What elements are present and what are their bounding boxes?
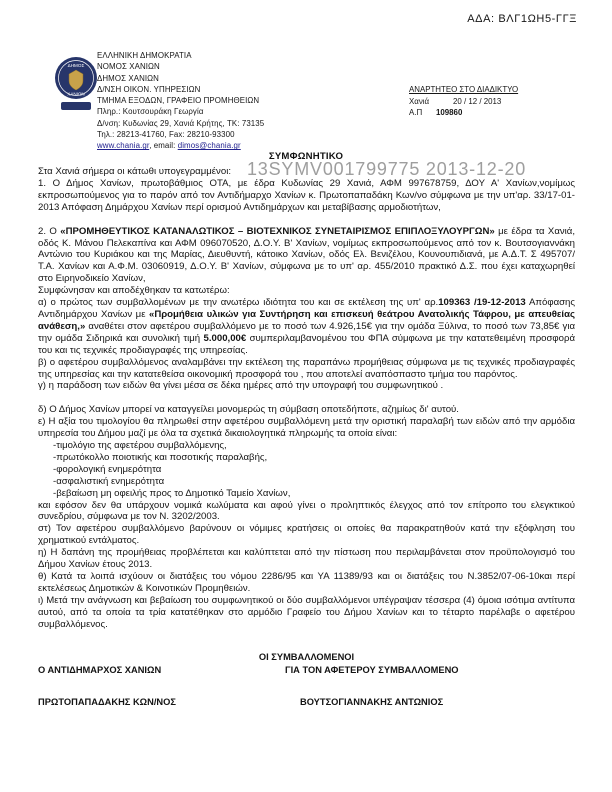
paragraph: -τιμολόγιο της αφετέρου συμβαλλόμενης, <box>53 440 227 452</box>
agency-contact-person: Πληρ.: Κουτσουράκη Γεωργία <box>97 107 204 117</box>
signature-names-row <box>38 697 575 707</box>
registry-watermark: 13SYMV001799775 2013-12-20 <box>247 159 527 179</box>
left-signer-role: Ο ΑΝΤΙΔΗΜΑΡΧΟΣ ΧΑΝΙΩΝ <box>38 665 162 675</box>
paragraph: και εφόσον δεν θα υπάρχουν νομικά κωλύματα και αφού γίνει ο προληπτικός έλεγχος από τον επίτροπο του ελεγκτικού συνεδρίου, σύμφωνα με τον Ν. 3202/2003. <box>38 499 575 523</box>
protocol-label: Α.Π <box>409 108 423 118</box>
paragraph: α) ο πρώτος των συμβαλλομένων με την ανωτέρω ιδιότητα του και σε εκτέλεση της υπ' αρ.109363 /19-12-2013 Απόφασης Αντιδημάρχου Χανίων με «Προμήθεια υλικών για Συντήρηση και επισκευή θεάτρου Ανατολικής Τάφρου, με απευθείας ανάθεση,» αναθέτει στον αφετέρου συμβαλλόμενο με το ποσό των 4.926,15€ για την ομάδα Ξύλινα, το ποσό των 73,85€ για την ομάδα Σιδηρικά και συνολική τιμή 5.000,00€ συμπεριλαμβανομένου του ΦΠΑ σύμφωνα με την κατατεθειμένη προσφορά του και τις τεχνικές προδιαγραφές της υπηρεσίας. <box>38 297 576 356</box>
paragraph: -πρωτόκολλο ποιοτικής και ποσοτικής παραλαβής, <box>53 451 268 463</box>
municipal-seal-icon <box>54 52 98 114</box>
document-meta <box>409 84 518 119</box>
website-link[interactable]: www.chania.gr <box>97 141 150 151</box>
paragraph: ι) Μετά την ανάγνωση και βεβαίωση του συμφωνητικού οι δύο συμβαλλόμενοι υπέγραψαν τέσσερα (4) όμοια ισότιμα αντίτυπα αυτού, από τα οποία τα τρία κατατέθηκαν στο αρμόδιο Γραφείο του Δήμου Χανίων και το τέταρτο παρέλαβε ο αφετέρου συμβαλλόμενος. <box>38 594 575 630</box>
agency-line: ΕΛΛΗΝΙΚΗ ΔΗΜΟΚΡΑΤΙΑ <box>97 51 192 60</box>
agency-line: Δ/ΝΣΗ ΟΙΚΟΝ. ΥΠΗΡΕΣΙΩΝ <box>97 84 201 94</box>
agency-line: ΝΟΜΟΣ ΧΑΝΙΩΝ <box>97 62 160 72</box>
paragraph: γ) η παράδοση των ειδών θα γίνει μέσα σε δέκα ημέρες από την υπογραφή του συμφωνητικού . <box>38 380 444 392</box>
meta-city: Χανιά <box>409 96 430 106</box>
email-link[interactable]: dimos@chania.gr <box>177 141 241 151</box>
agency-phone-fax: Τηλ.: 28213-41760, Fax: 28210-93300 <box>97 130 235 140</box>
paragraph: η) Η δαπάνη της προμήθειας προβλέπεται και καλύπτεται από την πίστωση που περιλαμβάνεται στον προϋπολογισμό του Δήμου Χανίων έτους 2013. <box>38 547 575 571</box>
agency-links <box>97 140 264 151</box>
seal-text-top: ΔΗΜΟΣ <box>67 63 85 68</box>
paragraph: -φορολογική ενημερότητα <box>53 463 162 475</box>
paragraph: ε) Η αξία του τιμολογίου θα πληρωθεί στην αφετέρου συμβαλλόμενη μετά την οριστική παραλαβή των ειδών από την αρμόδια υπηρεσία του Δήμου μαζί με όλα τα σχετικά δικαιολογητικά πληρωμής τα οποία είναι: <box>38 416 575 440</box>
signatures-heading: ΟΙ ΣΥΜΒΑΛΛΟΜΕΝΟΙ <box>258 652 355 662</box>
paragraph: -βεβαίωση μη οφειλής προς το Δημοτικό Ταμείο Χανίων, <box>53 487 291 499</box>
document-body <box>38 166 575 631</box>
agency-line: ΤΜΗΜΑ ΕΞΟΔΩΝ, ΓΡΑΦΕΙΟ ΠΡΟΜΗΘΕΙΩΝ <box>97 96 260 106</box>
ada-code: ΑΔΑ: ΒΛΓ1ΩΗ5-ΓΓΞ <box>467 13 577 25</box>
paragraph: 2. Ο «ΠΡΟΜΗΘΕΥΤΙΚΟΣ ΚΑΤΑΝΑΛΩΤΙΚΟΣ – ΒΙΟΤΕΧΝΙΚΟΣ ΣΥΝΕΤΑΙΡΙΣΜΟΣ ΕΠΙΠΛΟΞΥΛΟΥΡΓΩΝ» με έδρα τα Χανιά, οδός Κ. Μάνου Πελεκαπίνα και ΑΦΜ 096070520, Δ.Ο.Υ. Β' Χανίων, νομίμως εκπροσωπούμενος από τον κ. Βουτσογιαννάκη Αντώνιο του Κυριάκου και της Μαρίας, Διευθυντή, κάτοικο Χανίων, οδός Ελ. Βενιζέλου, Κουνουπιδιανά, με Α.Δ.Τ. Σ 495707/Τ.Α. Χανίων και Α.Φ.Μ. 03060919, Δ.Ο.Υ. Β' Χανίων, σύμφωνα με το υπ' αρ. 455/2010 πρακτικό Δ.Σ. που έχει καταχωρηθεί στο Ειρηνοδικείο Χανίων, <box>38 225 576 285</box>
paragraph: Συμφώνησαν και αποδέχθηκαν τα κατωτέρω: <box>38 285 230 297</box>
right-signer-name: ΒΟΥΤΣΟΓΙΑΝΝΑΚΗΣ ΑΝΤΩΝΙΟΣ <box>300 697 444 707</box>
meta-date: 20 / 12 / 2013 <box>453 96 502 106</box>
paragraph: 1. Ο Δήμος Χανίων, πρωτοβάθμιος ΟΤΑ, με έδρα Κυδωνίας 29 Χανιά, ΑΦΜ 997678759, ΔΟΥ Α' Χανίων,νομίμως εκπροσωπούμενος για το παρόν από τον Αντιδήμαρχο Χανίων κ. Πρωτοπαπαδάκη Κων/νο σύμφωνα με την υπ'αρ. 33/17-01-2013 Απόφαση Δημάρχου Χανίων περί ορισμού Αντιδημάρχων και μεταβίβασης αρμοδιοτήτων, <box>38 177 575 213</box>
document-title: ΣΥΜΦΩΝΗΤΙΚΟ <box>268 151 344 162</box>
paragraph: θ) Κατά τα λοιπά ισχύουν οι διατάξεις του νόμου 2286/95 και ΥΑ 11389/93 και οι διατάξεις του Ν.3852/07-06-10και περί εκτελέσεως Δημοτικών & Κοινοτικών Προμηθειών. <box>38 571 575 594</box>
municipal-seal-icon <box>54 52 98 114</box>
paragraph: Στα Χανιά σήμερα οι κάτωθι υπογεγραμμένοι: <box>38 166 231 177</box>
meta-date-row <box>409 96 518 108</box>
left-signer-name: ΠΡΩΤΟΠΑΠΑΔΑΚΗΣ ΚΩΝ/ΝΟΣ <box>38 697 176 707</box>
seal-text-bottom: ΧΑΝΙΩΝ <box>67 91 85 97</box>
agency-address: Δ/νση: Κυδωνίας 29, Χανιά Κρήτης, ΤΚ: 73135 <box>97 118 265 128</box>
signature-roles-row <box>38 665 575 675</box>
paragraph: δ) Ο Δήμος Χανίων μπορεί να καταγγείλει μονομερώς τη σύμβαση οποτεδήποτε, αζημίως δι' αυτού. <box>38 404 459 416</box>
paragraph: -ασφαλιστική ενημερότητα <box>53 475 165 487</box>
publish-notice: ΑΝΑΡΤΗΤΕΟ ΣΤΟ ΔΙΑΔΙΚΤΥΟ <box>409 85 519 94</box>
right-signer-role: ΓΙΑ ΤΟΝ ΑΦΕΤΕΡΟΥ ΣΥΜΒΑΛΛΟΜΕΝΟ <box>285 665 459 675</box>
protocol-number: 109860 <box>436 108 463 118</box>
agency-header <box>97 50 264 152</box>
paragraph: β) ο αφετέρου συμβαλλόμενος αναλαμβάνει την εκτέλεση της παραπάνω προμήθειας σύμφωνα με τις τεχνικές προδιαγραφές της υπηρεσίας και την κατατεθείσα οικονομική προσφορά του , που αποτελεί αναπόσπαστο τμήμα του παρόντος. <box>38 356 575 380</box>
agency-line: ΔΗΜΟΣ ΧΑΝΙΩΝ <box>97 73 159 83</box>
signature-block <box>38 652 575 707</box>
email-separator: , email: <box>149 141 178 151</box>
meta-protocol-row <box>409 107 518 119</box>
paragraph: στ) Τον αφετέρου συμβαλλόμενο βαρύνουν οι νόμιμες κρατήσεις οι οποίες θα παρακρατηθούν κατά την εξόφληση του χρηματικού εντάλματος. <box>38 523 575 547</box>
